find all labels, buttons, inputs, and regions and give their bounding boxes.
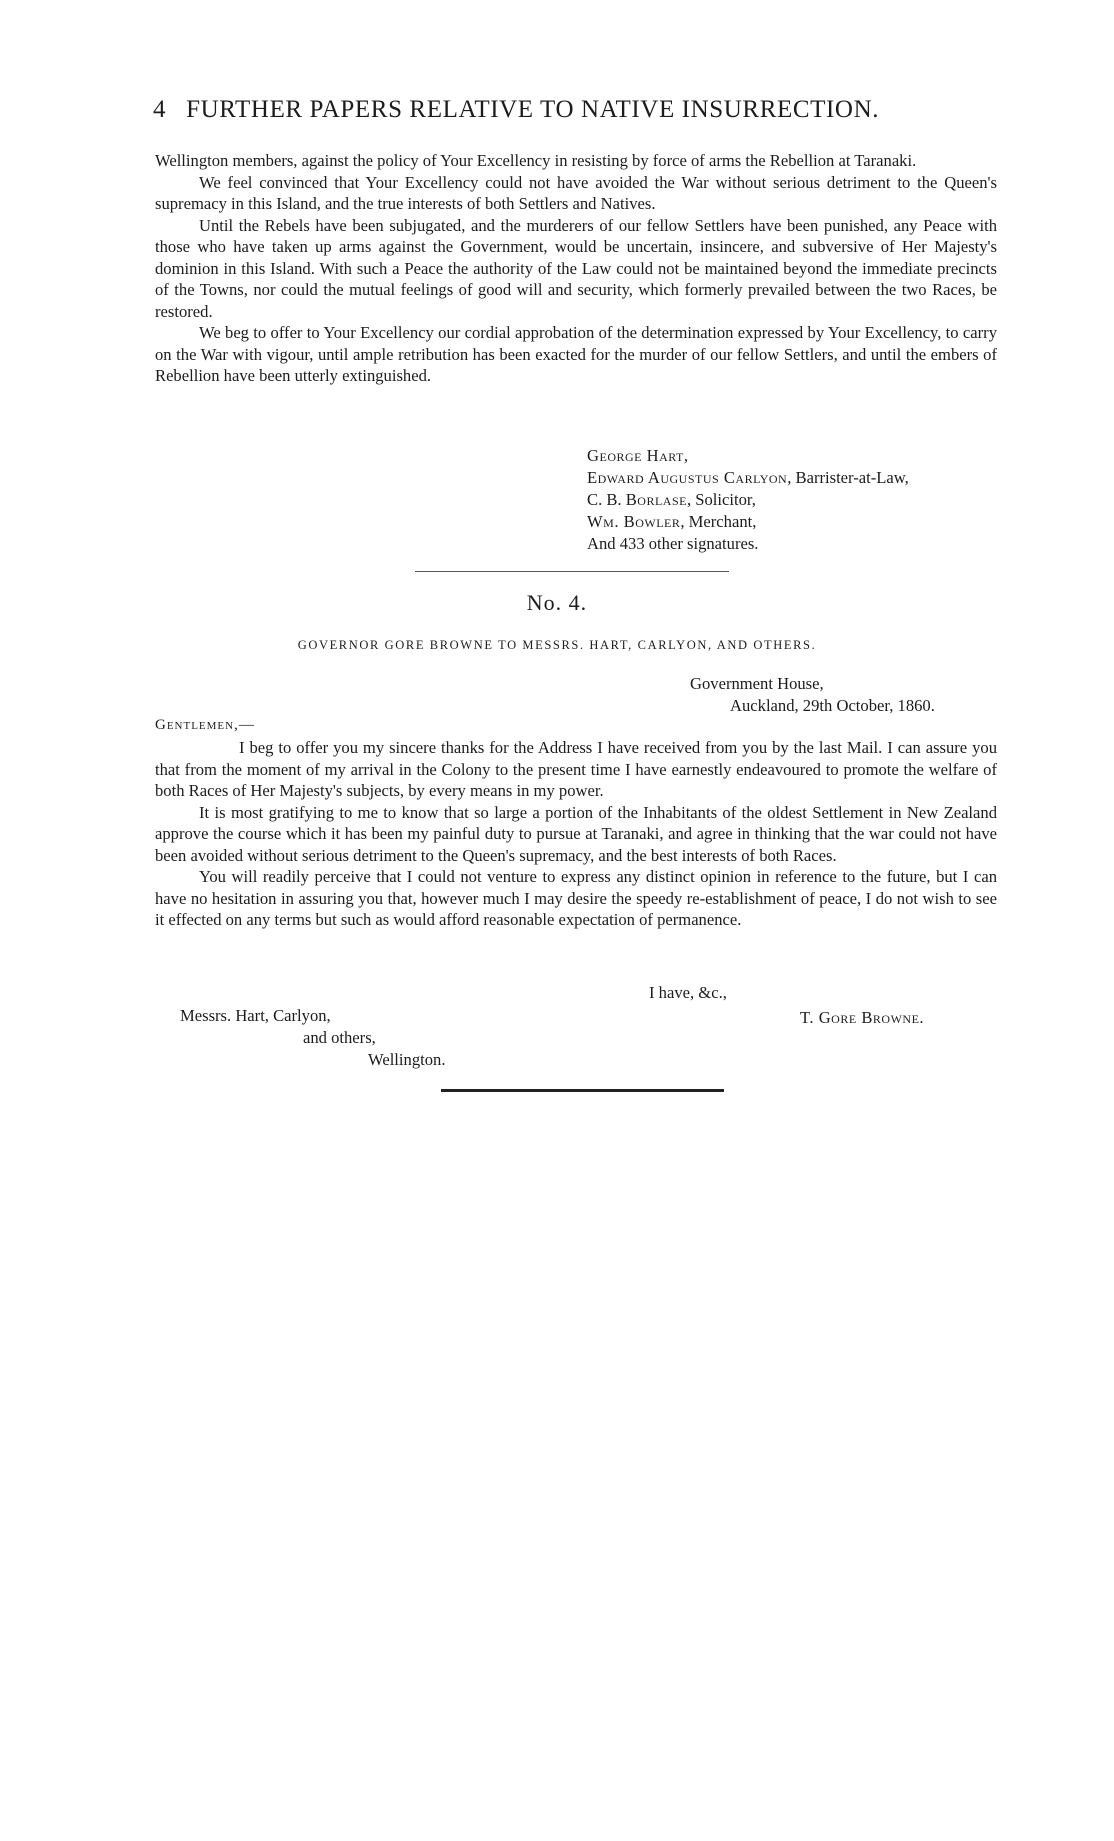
document-title: FURTHER PAPERS RELATIVE TO NATIVE INSURRECTION.: [186, 96, 880, 123]
signatory: And 433 other signatures.: [587, 534, 759, 553]
reply-signature: T. Gore Browne.: [800, 1008, 925, 1027]
letter-date: Auckland, 29th October, 1860.: [730, 696, 935, 715]
closing: I have, &c.,: [649, 983, 727, 1002]
address-paragraph: We feel convinced that Your Excellency could not have avoided the War without serious detriment to the Queen's supremacy in this Island, and the true interests of both Settlers and Natives.: [155, 172, 997, 213]
salutation: Gentlemen,—: [155, 717, 255, 733]
reply-paragraph: It is most gratifying to me to know that so large a portion of the Inhabitants of the oldest Settlement in New Zealand approve the course which it has been my painful duty to pursue at Taranaki, and agree in thinking that the war could not have been avoided without serious detriment to the Queen's supremacy, and the best interests of both Races.: [155, 802, 997, 865]
addressee-line: Wellington.: [368, 1050, 446, 1069]
signatory: George Hart,: [587, 446, 689, 465]
letter-place: Government House,: [690, 674, 824, 693]
address-paragraph: We beg to offer to Your Excellency our cordial approbation of the determination expressed by Your Excellency, to carry on the War with vigour, until ample retribution has been exacted for the murder of our fellow Settlers, and until the embers of Rebellion have been utterly extinguished.: [155, 323, 997, 385]
reply-body: [155, 737, 997, 931]
end-rule: [441, 1089, 724, 1092]
signatory: Edward Augustus Carlyon, Barrister-at-Law,: [587, 468, 909, 487]
signatory: C. B. Borlase, Solicitor,: [587, 490, 756, 509]
page-header: [153, 96, 993, 124]
address-body: [155, 150, 997, 387]
reply-paragraph: I beg to offer you my sincere thanks for the Address I have received from you by the last Mail. I can assure you that from the moment of my arrival in the Colony to the present time I have earnestly endeavoured to promote the welfare of both Races of Her Majesty's subjects, by every means in my power.: [155, 738, 997, 800]
signatory: Wm. Bowler, Merchant,: [587, 512, 757, 531]
signature-list: [587, 445, 909, 555]
reply-paragraph: You will readily perceive that I could not venture to express any distinct opinion in reference to the future, but I can have no hesitation in assuring you that, however much I may desire the speedy re-establishment of peace, I do not wish to see it effected on any terms but such as would afford reasonable expectation of permanence.: [155, 867, 997, 929]
address-paragraph: Wellington members, against the policy of Your Excellency in resisting by force of arms the Rebellion at Taranaki.: [155, 151, 917, 170]
document-subtitle: GOVERNOR GORE BROWNE TO MESSRS. HART, CARLYON, AND OTHERS.: [297, 638, 817, 652]
addressee-line: and others,: [303, 1028, 376, 1047]
address-paragraph: Until the Rebels have been subjugated, and the murderers of our fellow Settlers have been punished, any Peace with those who have taken up arms against the Government, would be uncertain, insincere, and subversive of Her Majesty's dominion in this Island. With such a Peace the authority of the Law could not be maintained beyond the immediate precincts of the Towns, nor could the mutual feelings of good will and security, which formerly prevailed between the two Races, be restored.: [155, 215, 997, 321]
document-number: No. 4.: [526, 590, 588, 615]
page-number: 4: [153, 96, 167, 123]
addressee-line: Messrs. Hart, Carlyon,: [180, 1006, 331, 1025]
section-divider: [415, 571, 729, 572]
